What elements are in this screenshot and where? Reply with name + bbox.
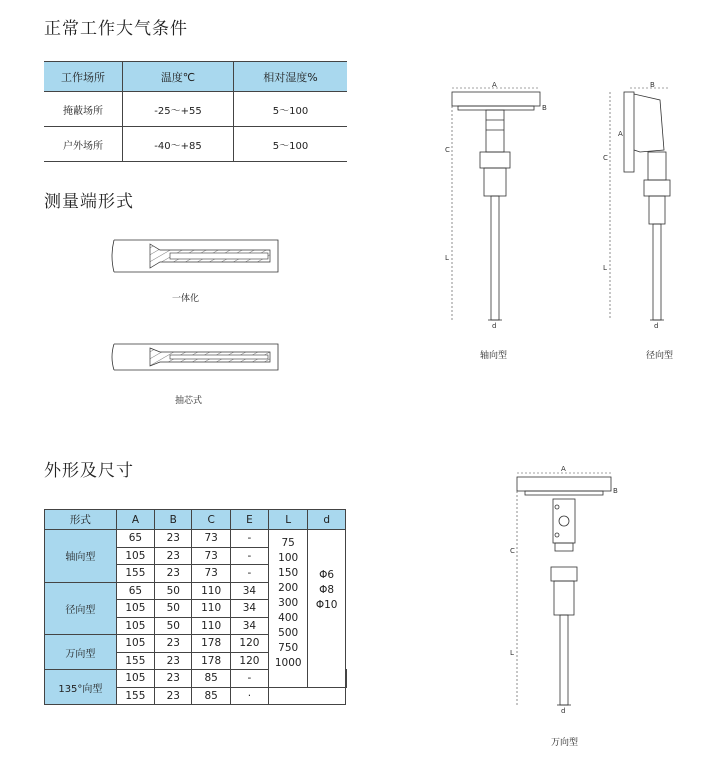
env-header: 温度℃	[123, 62, 234, 92]
table-cell: -	[230, 565, 268, 583]
table-cell: 50	[155, 582, 192, 600]
dim-b-label: B	[542, 104, 547, 112]
table-row	[44, 127, 347, 162]
table-row	[44, 92, 347, 127]
group-label: 万向型	[45, 635, 117, 670]
integral-probe-drawing	[110, 236, 285, 276]
l-value: 1000	[274, 657, 302, 669]
table-cell: 73	[192, 547, 230, 565]
dim-header: L	[269, 510, 308, 530]
dim-a-label: A	[492, 81, 497, 89]
radial-type-drawing	[600, 80, 700, 335]
table-cell: -	[230, 530, 268, 548]
table-cell: 73	[192, 565, 230, 583]
table-cell: 120	[230, 635, 268, 653]
table-cell: 23	[155, 687, 192, 705]
group-label: 135°向型	[45, 670, 117, 705]
table-cell: 5～100	[234, 127, 348, 162]
l-value: 750	[278, 642, 299, 654]
table-cell: 65	[116, 530, 154, 548]
table-cell: 155	[116, 652, 154, 670]
dim-a-label: A	[618, 130, 623, 138]
dimension-table	[44, 509, 347, 705]
dim-l-label: L	[445, 254, 449, 262]
env-header: 工作场所	[44, 62, 123, 92]
table-cell: 85	[192, 687, 230, 705]
dim-d-label: d	[654, 322, 659, 330]
l-values-cell	[269, 530, 308, 688]
table-cell: ·	[230, 687, 268, 705]
axial-type-drawing	[440, 80, 550, 335]
dim-b-label: B	[613, 487, 618, 495]
dim-b-label: B	[650, 81, 655, 89]
dim-header: A	[116, 510, 154, 530]
l-value: 400	[278, 612, 299, 624]
table-cell: 50	[155, 600, 192, 618]
dim-header: 形式	[45, 510, 117, 530]
table-cell: 户外场所	[44, 127, 123, 162]
table-cell: 掩蔽场所	[44, 92, 123, 127]
table-cell: 120	[230, 652, 268, 670]
dim-d-label: d	[492, 322, 497, 330]
d-values-cell	[308, 530, 346, 688]
table-cell: 50	[155, 617, 192, 635]
table-row	[45, 530, 347, 548]
table-cell	[346, 670, 347, 688]
table-cell: 34	[230, 600, 268, 618]
table-cell: 105	[116, 635, 154, 653]
dim-d-label: d	[561, 707, 566, 715]
group-label: 轴向型	[45, 530, 117, 583]
l-value: 300	[278, 597, 299, 609]
l-value: 200	[278, 582, 299, 594]
group-label: 径向型	[45, 582, 117, 635]
l-value: 150	[278, 567, 299, 579]
radial-type-label: 径向型	[646, 351, 674, 361]
table-cell: 105	[116, 600, 154, 618]
table-cell: 105	[116, 617, 154, 635]
heading-shape: 外形及尺寸	[44, 461, 134, 481]
universal-type-drawing	[505, 465, 625, 715]
table-cell: 23	[155, 530, 192, 548]
d-value: Φ10	[315, 599, 338, 611]
table-cell	[269, 687, 346, 705]
table-cell: -25～+55	[123, 92, 234, 127]
core-probe-drawing	[110, 340, 285, 380]
table-cell: 178	[192, 652, 230, 670]
table-cell: 110	[192, 600, 230, 618]
dim-header: C	[192, 510, 230, 530]
dim-l-label: L	[510, 649, 514, 657]
dim-a-label: A	[561, 465, 566, 473]
dim-header: E	[230, 510, 268, 530]
table-cell: 110	[192, 617, 230, 635]
table-cell: -	[230, 670, 268, 688]
table-cell: 5～100	[234, 92, 348, 127]
core-label: 抽芯式	[175, 396, 203, 406]
env-header: 相对湿度%	[234, 62, 348, 92]
table-cell: 34	[230, 582, 268, 600]
env-table	[44, 61, 347, 162]
integral-label: 一体化	[172, 294, 200, 304]
table-cell: 105	[116, 670, 154, 688]
table-cell: 23	[155, 670, 192, 688]
dim-c-label: C	[603, 154, 608, 162]
table-cell: 73	[192, 530, 230, 548]
table-cell: -	[230, 547, 268, 565]
table-cell: 34	[230, 617, 268, 635]
heading-measure: 测量端形式	[44, 192, 134, 212]
table-cell: -40～+85	[123, 127, 234, 162]
dim-header: d	[308, 510, 346, 530]
table-cell: 23	[155, 547, 192, 565]
l-value: 500	[278, 627, 299, 639]
l-value: 100	[278, 552, 299, 564]
table-cell: 65	[116, 582, 154, 600]
table-cell: 155	[116, 687, 154, 705]
dim-l-label: L	[603, 264, 607, 272]
l-value: 75	[281, 537, 295, 549]
table-cell: 23	[155, 635, 192, 653]
axial-type-label: 轴向型	[480, 351, 508, 361]
d-value: Φ8	[319, 584, 335, 596]
heading-env: 正常工作大气条件	[44, 19, 188, 39]
table-cell: 23	[155, 652, 192, 670]
dim-c-label: C	[510, 547, 515, 555]
d-value: Φ6	[319, 569, 335, 581]
universal-type-label: 万向型	[551, 738, 579, 748]
dim-header: B	[155, 510, 192, 530]
dim-c-label: C	[445, 146, 450, 154]
table-cell: 105	[116, 547, 154, 565]
table-cell: 178	[192, 635, 230, 653]
table-cell: 155	[116, 565, 154, 583]
table-cell: 85	[192, 670, 230, 688]
table-cell: 110	[192, 582, 230, 600]
table-cell: 23	[155, 565, 192, 583]
